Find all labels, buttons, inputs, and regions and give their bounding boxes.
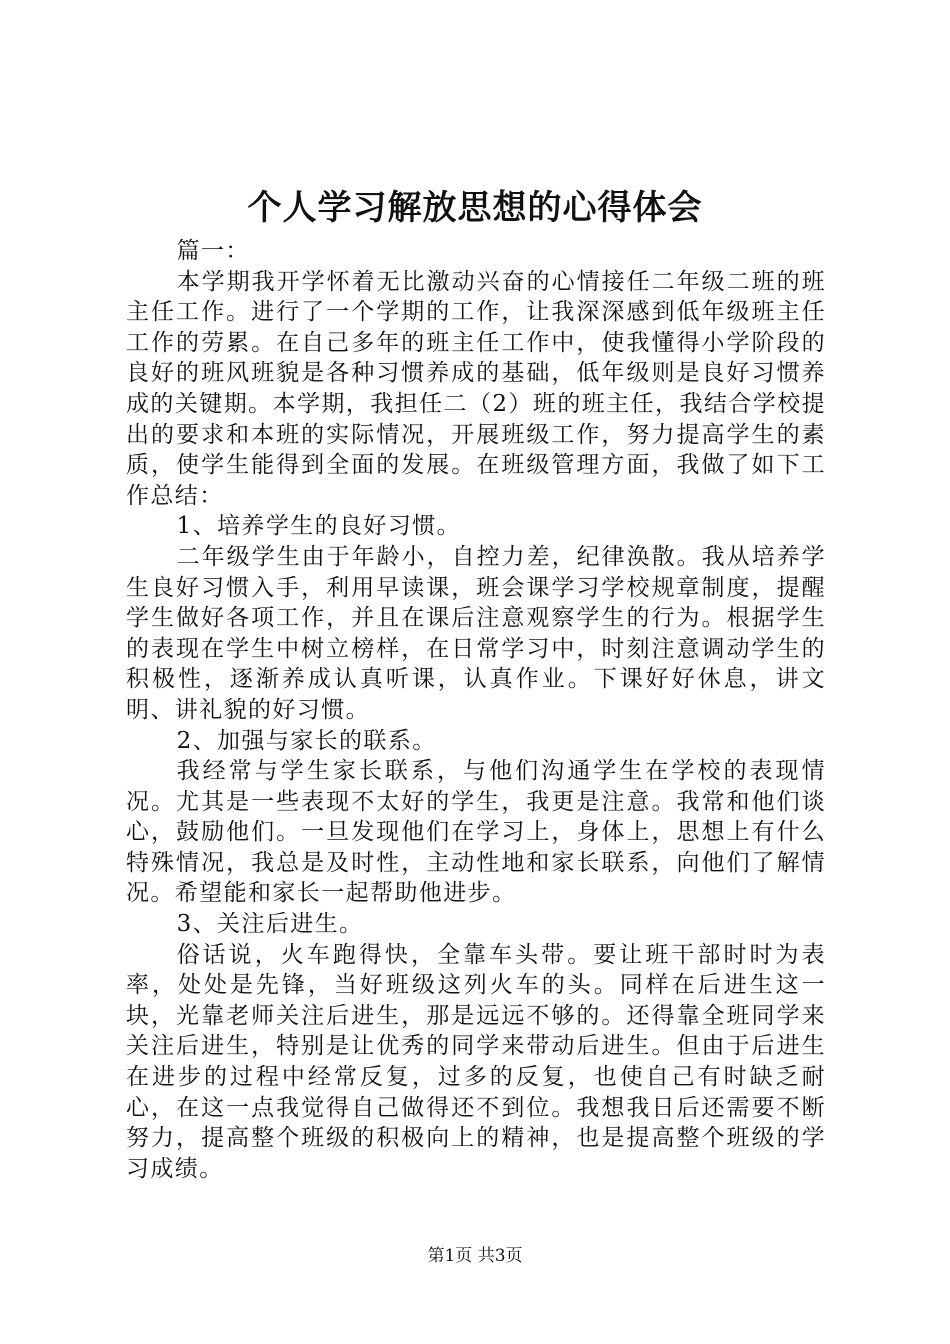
- document-body: [126, 236, 826, 1184]
- habits-paragraph: 二年级学生由于年龄小，自控力差，纪律涣散。我从培养学生良好习惯入手，利用早读课，班会课学习学校规章制度，提醒学生做好各项工作，并且在课后注意观察学生的行为。根据学生的表现在学生中树立榜样，在日常学习中，时刻注意调动学生的积极性，逐渐养成认真听课，认真作业。下课好好休息，讲文明、讲礼貌的好习惯。: [126, 543, 826, 723]
- heading-struggling-students: 3、关注后进生。: [176, 911, 364, 938]
- heading-habits: 1、培养学生的良好习惯。: [176, 513, 462, 540]
- heading-parents: 2、加强与家长的联系。: [176, 727, 437, 754]
- section-label: 篇一：: [176, 238, 250, 264]
- intro-paragraph: 本学期我开学怀着无比激动兴奋的心情接任二年级二班的班主任工作。进行了一个学期的工作，让我深深感到低年级班主任工作的劳累。在自己多年的班主任工作中，使我懂得小学阶段的良好的班风班貌是各种习惯养成的基础，低年级则是良好习惯养成的关键期。本学期，我担任二（2）班的班主任，我结合学校提出的要求和本班的实际情况，开展班级工作，努力提高学生的素质，使学生能得到全面的发展。在班级管理方面，我做了如下工作总结：: [126, 268, 826, 509]
- document-title: 个人学习解放思想的心得体会: [247, 188, 703, 228]
- page-number: 第1页 共3页: [427, 1246, 523, 1266]
- parents-paragraph: 我经常与学生家长联系，与他们沟通学生在学校的表现情况。尤其是一些表现不太好的学生，我更是注意。我常和他们谈心，鼓励他们。一旦发现他们在学习上，身体上，思想上有什么特殊情况，我总是及时性，主动性地和家长联系，向他们了解情况。希望能和家长一起帮助他进步。: [126, 758, 826, 907]
- struggling-students-paragraph: 俗话说，火车跑得快，全靠车头带。要让班干部时时为表率，处处是先锋，当好班级这列火车的头。同样在后进生这一块，光靠老师关注后进生，那是远远不够的。还得靠全班同学来关注后进生，特别是让优秀的同学来带动后进生。但由于后进生在进步的过程中经常反复，过多的反复，也使自己有时缺乏耐心，在这一点我觉得自己做得还不到位。我想我日后还需要不断努力，提高整个班级的积极向上的精神，也是提高整个班级的学习成绩。: [126, 941, 826, 1182]
